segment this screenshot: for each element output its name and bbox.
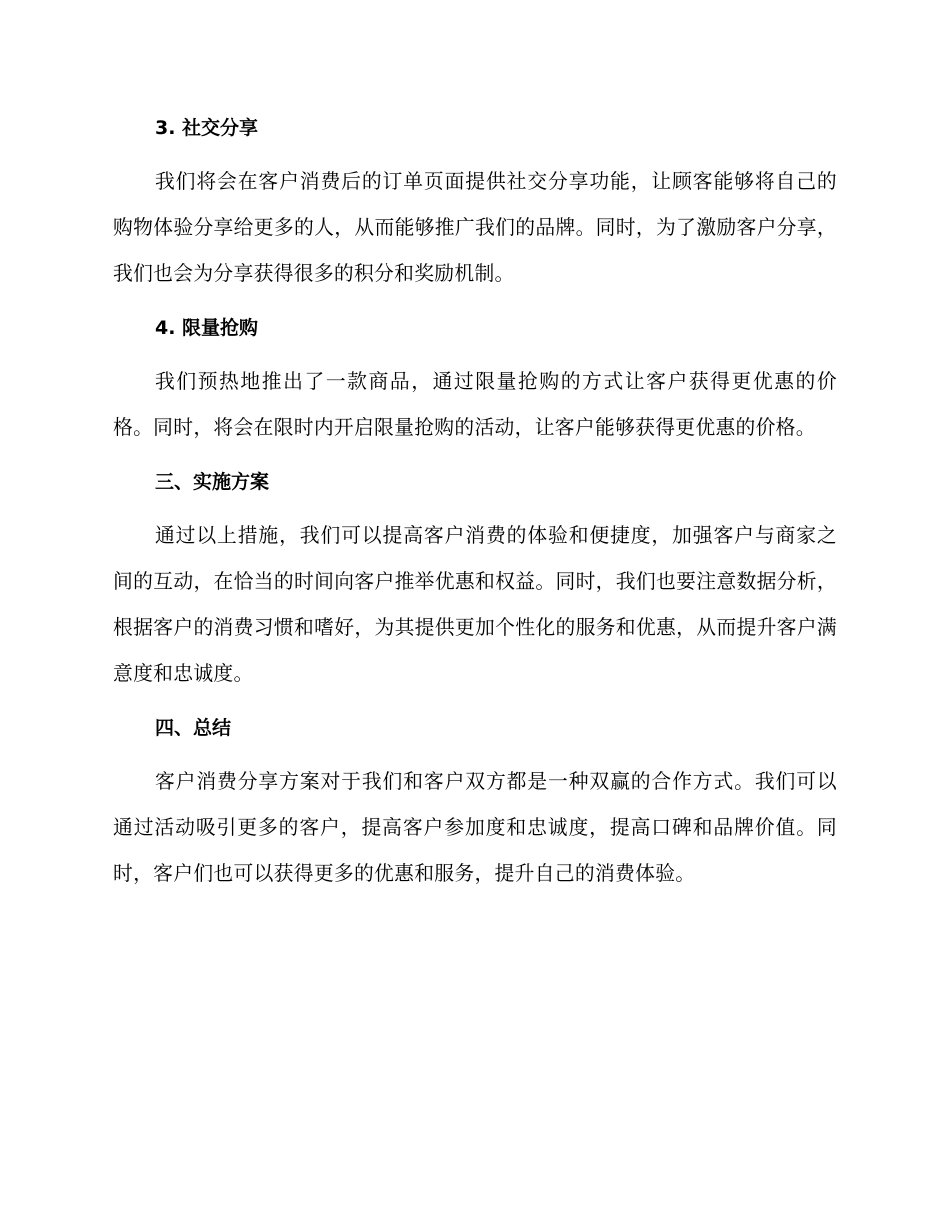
document-body [113, 108, 837, 897]
section-paragraph: 我们预热地推出了一款商品，通过限量抢购的方式让客户获得更优惠的价格。同时，将会在限时内开启限量抢购的活动，让客户能够获得更优惠的价格。 [113, 370, 837, 439]
section-heading: 四、总结 [155, 717, 232, 739]
section-heading: 三、实施方案 [155, 471, 270, 493]
section-heading: 3. 社交分享 [155, 117, 259, 139]
section-paragraph: 客户消费分享方案对于我们和客户双方都是一种双赢的合作方式。我们可以通过活动吸引更多的客户，提高客户参加度和忠诚度，提高口碑和品牌价值。同时，客户们也可以获得更多的优惠和服务，提升自己的消费体验。 [113, 770, 837, 885]
section-heading: 4. 限量抢购 [155, 317, 259, 339]
section-paragraph: 通过以上措施，我们可以提高客户消费的体验和便捷度，加强客户与商家之间的互动，在恰当的时间向客户推举优惠和权益。同时，我们也要注意数据分析，根据客户的消费习惯和嗜好，为其提供更加个性化的服务和优惠，从而提升客户满意度和忠诚度。 [113, 524, 837, 685]
section-social-sharing [113, 108, 837, 297]
section-limited-sale [113, 308, 837, 451]
section-paragraph: 我们将会在客户消费后的订单页面提供社交分享功能，让顾客能够将自己的购物体验分享给更多的人，从而能够推广我们的品牌。同时，为了激励客户分享，我们也会为分享获得很多的积分和奖励机制。 [113, 170, 837, 285]
section-implementation-plan [113, 462, 837, 697]
section-summary [113, 708, 837, 897]
